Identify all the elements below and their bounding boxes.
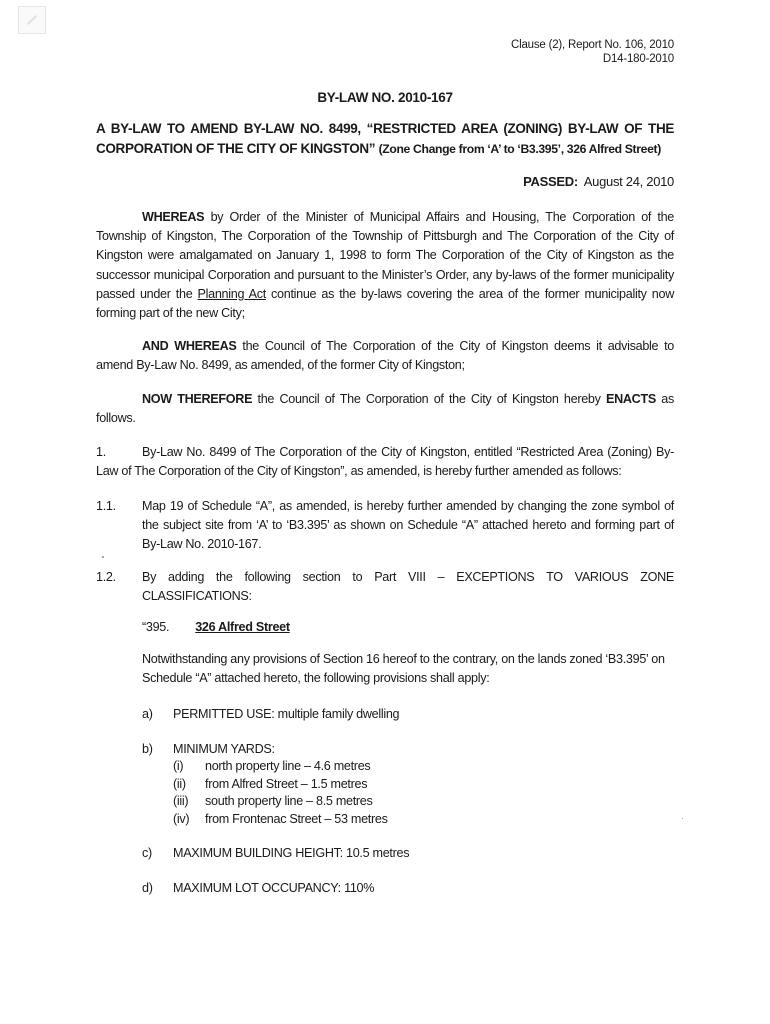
provision-a <box>142 706 674 723</box>
subtitle-zone-change: (Zone Change from ‘A’ to ‘B3.395’, 326 Alfred Street) <box>378 142 661 156</box>
provision-c <box>142 845 674 862</box>
provision-b <box>142 741 674 758</box>
yard-text: north property line – 4.6 metres <box>205 759 371 773</box>
yard-numeral: (iii) <box>173 794 189 808</box>
yard-text: south property line – 8.5 metres <box>205 794 373 808</box>
bylaw-subtitle <box>96 119 674 159</box>
and-whereas-paragraph <box>96 337 674 375</box>
whereas-lead: WHEREAS <box>142 210 205 224</box>
yard-text: from Frontenac Street – 53 metres <box>205 811 388 826</box>
now-therefore-paragraph <box>96 390 674 428</box>
provision-letter: b) <box>142 742 153 756</box>
provision-letter: d) <box>142 881 153 895</box>
passed-date <box>523 174 674 189</box>
now-therefore-text: the Council of The Corporation of the City of Kingston hereby <box>252 392 606 406</box>
exception-address: 326 Alfred Street <box>195 620 290 634</box>
file-number: D14-180-2010 <box>602 53 674 65</box>
subtitle-main: A BY-LAW TO AMEND BY-LAW NO. 8499, “RESTRICTED AREA (ZONING) BY-LAW OF THE CORPORATION OF THE CITY OF KINGSTON” <box>96 121 674 156</box>
yard-numeral: (i) <box>173 759 184 773</box>
passed-label: PASSED: <box>523 174 578 189</box>
and-whereas-text: the Council of The Corporation of the City of Kingston deems it advisable to amend By-Law No. 8499, as amended, of the former City of Kingston; <box>96 339 674 373</box>
yard-numeral: (iv) <box>173 811 190 826</box>
report-reference <box>511 38 674 66</box>
provision-text: MAXIMUM BUILDING HEIGHT: 10.5 metres <box>173 846 410 860</box>
passed-value: August 24, 2010 <box>583 174 674 189</box>
section-1 <box>96 443 674 481</box>
exception-number: “395. <box>142 620 170 634</box>
scan-speck <box>102 556 104 558</box>
whereas-text-end: continue as the by-laws covering the area of the former municipality now forming part of the new City; <box>96 286 674 321</box>
scan-corner-mark <box>18 6 46 34</box>
report-clause: Clause (2), Report No. 106, 2010 <box>510 39 674 51</box>
whereas-paragraph <box>96 208 674 323</box>
yard-numeral: (ii) <box>173 776 186 791</box>
yard-text: from Alfred Street – 1.5 metres <box>205 776 368 791</box>
exception-intro: Notwithstanding any provisions of Section 16 hereof to the contrary, on the lands zoned ‘B3.395’ on Schedule “A” attached hereto, the following provisions shall apply: <box>142 652 665 686</box>
section-1-2 <box>96 568 674 606</box>
exception-heading <box>142 620 290 634</box>
section-number: 1.1. <box>96 499 116 513</box>
now-therefore-end: as follows. <box>96 392 674 426</box>
section-text: By adding the following section to Part VIII – EXCEPTIONS TO VARIOUS ZONE CLASSIFICATIONS: <box>142 570 674 604</box>
now-therefore-lead: NOW THEREFORE <box>142 392 253 406</box>
provision-d <box>142 880 674 897</box>
provision-letter: a) <box>142 707 153 721</box>
provision-text: PERMITTED USE: multiple family dwelling <box>173 707 400 721</box>
planning-act-reference: Planning Act <box>197 286 266 301</box>
provision-text: MAXIMUM LOT OCCUPANCY: 110% <box>173 881 375 895</box>
section-1-1 <box>96 497 674 555</box>
scan-speck <box>682 818 683 819</box>
enacts-word: ENACTS <box>605 392 656 406</box>
provision-letter: c) <box>142 846 152 860</box>
whereas-text: by Order of the Minister of Municipal Affairs and Housing, The Corporation of the Township of Kingston, The Corporation of the Township of Pittsburgh and The Corporation of the City of Kingston were amalgamated on January 1, 1998 to form The Corporation of the City of Kingston as the successor municipal Corporation and pursuant to the Minister’s Order, any by-laws of the former municipality passed under the <box>96 210 674 301</box>
bylaw-title: BY-LAW NO. 2010-167 <box>317 90 453 105</box>
section-number: 1.2. <box>96 570 116 584</box>
section-text: By-Law No. 8499 of The Corporation of the City of Kingston, entitled “Restricted Area (Zoning) By-Law of The Corporation of the City of Kingston”, as amended, is hereby further amended as follows: <box>96 445 674 479</box>
and-whereas-lead: AND WHEREAS <box>142 339 237 353</box>
section-text: Map 19 of Schedule “A”, as amended, is hereby further amended by changing the zone symbol of the subject site from ‘A’ to ‘B3.395’ as shown on Schedule “A” attached hereto and forming part of By-Law No. 2010-167. <box>142 499 674 552</box>
provision-text: MINIMUM YARDS: <box>173 742 275 756</box>
section-number: 1. <box>96 445 106 459</box>
